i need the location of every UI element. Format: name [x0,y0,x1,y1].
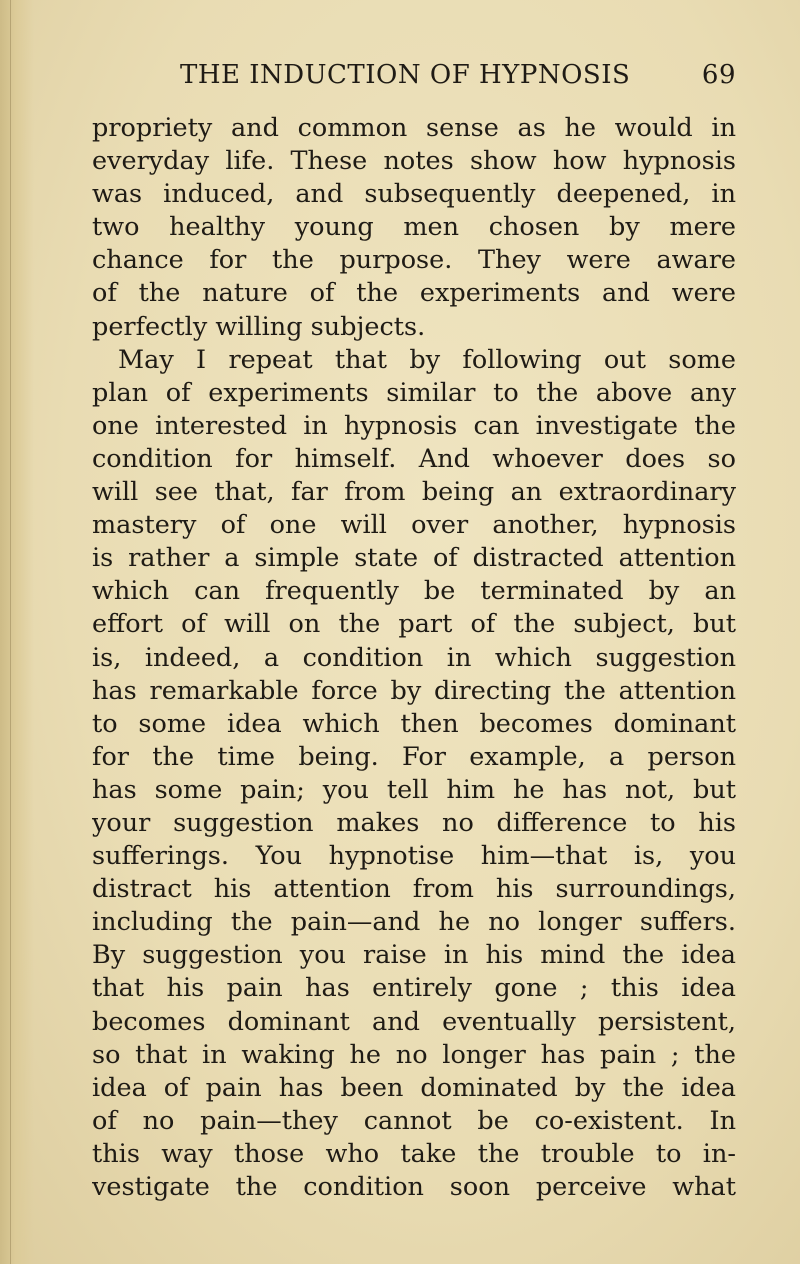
text-line: distract his attention from his surroundings, [92,874,736,905]
text-line: was induced, and subsequently deepened, in [92,179,736,210]
body-text [92,112,736,1204]
text-line: will see that, far from being an extraordinary [92,477,736,508]
text-line: is, indeed, a condition in which suggestion [92,642,736,673]
text-line: including the pain—and he no longer suffers. [92,907,736,938]
text-line: has remarkable force by directing the attention [92,675,736,706]
text-line: is rather a simple state of distracted attention [92,543,736,574]
text-line: mastery of one will over another, hypnosis [92,510,736,541]
running-header [92,60,736,96]
text-line: one interested in hypnosis can investigate the [92,410,736,441]
text-line: has some pain; you tell him he has not, but [92,774,736,805]
text-line: your suggestion makes no difference to his [92,807,736,838]
page-gutter [0,0,34,1264]
text-line: of the nature of the experiments and were [92,278,736,309]
text-line: that his pain has entirely gone ; this idea [92,973,736,1004]
text-line: for the time being. For example, a person [92,741,736,772]
text-line: chance for the purpose. They were aware [92,245,736,276]
text-line: propriety and common sense as he would in [92,113,736,143]
running-title: THE INDUCTION OF HYPNOSIS [180,60,631,90]
text-line: By suggestion you raise in his mind the idea [92,940,736,971]
text-line: two healthy young men chosen by mere [92,212,736,243]
text-line: vestigate the condition soon perceive what [92,1172,736,1202]
text-line: which can frequently be terminated by an [92,576,736,607]
text-line: perfectly willing subjects. [92,311,426,342]
page-number: 69 [701,60,736,90]
text-line: May I repeat that by following out some [118,344,736,375]
gutter-edge-line [10,0,11,1264]
text-line: sufferings. You hypnotise him—that is, you [92,841,736,872]
text-line: this way those who take the trouble to in- [92,1138,736,1169]
text-line: of no pain—they cannot be co-existent. In [92,1105,736,1136]
text-line: idea of pain has been dominated by the idea [92,1072,736,1103]
text-line: condition for himself. And whoever does so [92,443,736,474]
text-line: plan of experiments similar to the above any [92,377,736,408]
text-line: so that in waking he no longer has pain ; the [92,1039,736,1070]
text-line: everyday life. These notes show how hypnosis [92,146,736,177]
text-line: becomes dominant and eventually persistent, [92,1006,736,1037]
text-line: to some idea which then becomes dominant [92,708,736,739]
text-line: effort of will on the part of the subject, but [92,609,736,640]
